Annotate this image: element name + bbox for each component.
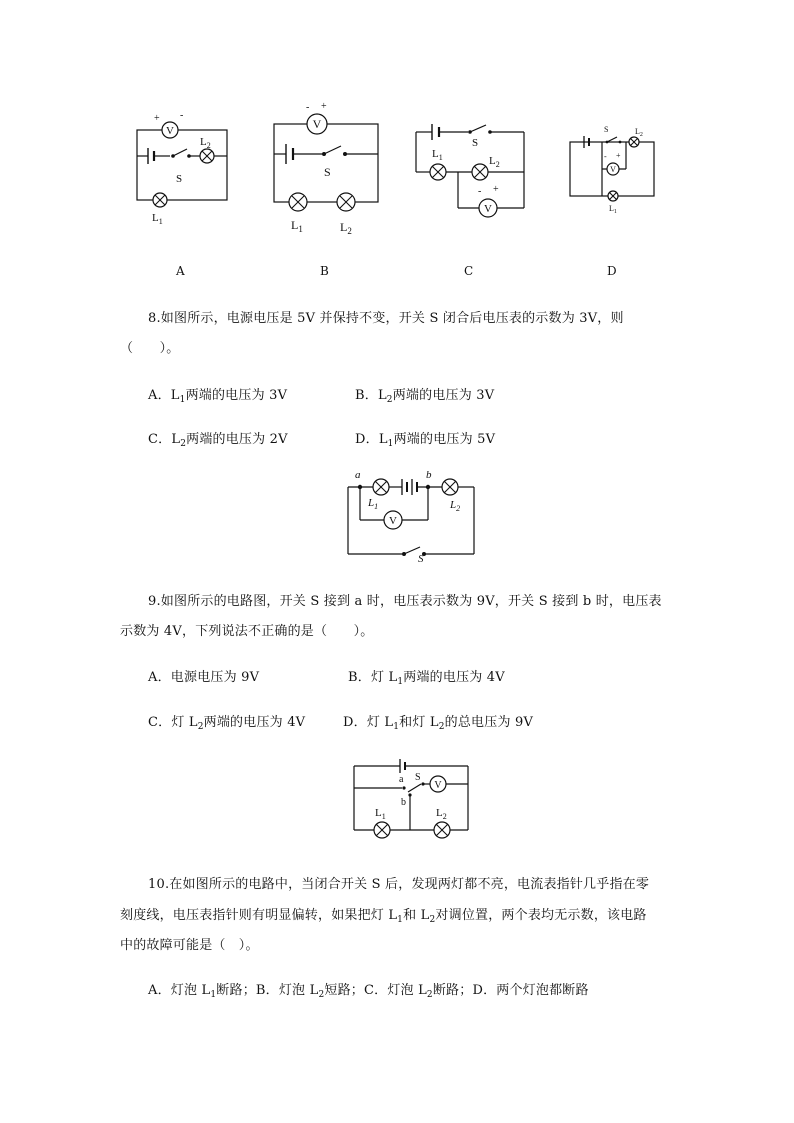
lamp-l1 xyxy=(289,193,307,211)
q10-stem-line3: 中的故障可能是（ ）。 xyxy=(120,938,259,953)
svg-text:L2: $L_2$ xyxy=(450,499,461,513)
voltmeter xyxy=(162,122,178,138)
svg-text:+: + xyxy=(493,184,499,195)
svg-text:S: S xyxy=(415,772,421,783)
q10-option-c: C．灯泡 $L_2$断路； xyxy=(363,983,473,1000)
lamp-l1 xyxy=(608,191,618,201)
svg-text:L2: $L_2$ xyxy=(489,155,500,169)
svg-text:+: + xyxy=(321,101,327,112)
svg-text:V: V xyxy=(434,780,442,791)
option-a-caption: A xyxy=(176,264,185,278)
q8-option-d: D．$L_1$两端的电压为 5V xyxy=(355,432,496,449)
circuit-figure-c xyxy=(408,116,538,226)
svg-text:L2: $L_2$ xyxy=(635,127,643,138)
svg-text:S: S xyxy=(418,553,424,565)
svg-text:L1: $L_1$ xyxy=(368,497,379,511)
q10-stem-line1: 10.在如图所示的电路中，当闭合开关 S 后，发现两灯都不亮，电流表指针几乎指在零 xyxy=(148,877,650,892)
svg-text:V: V xyxy=(484,203,492,215)
svg-text:L2: $L_2$ xyxy=(436,807,447,821)
q8-option-a: A．$L_1$两端的电压为 3V xyxy=(148,388,288,405)
svg-text:-: - xyxy=(180,110,184,121)
q8-stem-line2: （ ）。 xyxy=(120,341,180,356)
svg-text:S: S xyxy=(176,173,183,185)
circuit-figure-a xyxy=(130,108,240,228)
lamp-l1 xyxy=(430,164,446,180)
svg-text:L2: $L_2$ xyxy=(340,220,352,236)
q8-stem-line1: 8.如图所示，电源电压是 5V 并保持不变，开关 S 闭合后电压表的示数为 3V，则 xyxy=(148,311,624,326)
circuit-figure-b xyxy=(268,98,388,238)
svg-text:a: a xyxy=(355,469,361,481)
q9-option-c: C．灯 $L_2$两端的电压为 4V xyxy=(148,715,306,732)
lamp-l1 xyxy=(374,822,390,838)
svg-text:V: V xyxy=(166,125,174,137)
q10-options xyxy=(148,979,589,1000)
q9-option-d: D．灯 $L_1$和灯 $L_2$的总电压为 9V xyxy=(343,715,534,732)
svg-text:-: - xyxy=(478,186,482,197)
svg-text:L1: $L_1$ xyxy=(152,212,163,226)
lamp-l1 xyxy=(153,193,167,207)
svg-text:L1: $L_1$ xyxy=(291,218,303,234)
voltmeter xyxy=(607,163,619,175)
option-d-caption: D xyxy=(607,264,617,278)
svg-text:b: b xyxy=(401,797,406,808)
q9-stem-line1: 9.如图所示的电路图，开关 S 接到 a 时，电压表示数为 9V，开关 S 接到 b 时，电压表 xyxy=(148,594,662,609)
svg-text:V: V xyxy=(389,515,397,527)
q10-option-a: A．灯泡 $L_1$断路； xyxy=(148,983,256,1000)
lamp-l2 xyxy=(472,164,488,180)
svg-text:S: S xyxy=(604,125,609,134)
q9-circuit-figure xyxy=(348,752,478,842)
q8-circuit-figure xyxy=(340,466,480,566)
lamp-l2 xyxy=(629,137,639,147)
lamp-l2 xyxy=(200,149,214,163)
voltmeter xyxy=(479,199,497,217)
svg-text:L1: $L_1$ xyxy=(432,148,443,162)
q10-option-b: B．灯泡 $L_2$短路； xyxy=(255,983,364,1000)
option-c-caption: C xyxy=(464,264,474,278)
svg-text:V: V xyxy=(312,117,322,131)
svg-text:S: S xyxy=(472,137,479,149)
q9-stem-line2: 示数为 4V，下列说法不正确的是（ ）。 xyxy=(120,624,374,639)
svg-text:L1: $L_1$ xyxy=(375,807,386,821)
svg-text:L2: $L_2$ xyxy=(200,136,211,150)
svg-text:+: + xyxy=(616,151,621,160)
option-b-caption: B xyxy=(320,264,330,278)
lamp-l1 xyxy=(373,479,389,495)
voltmeter xyxy=(430,776,446,792)
lamp-l2 xyxy=(434,822,450,838)
svg-text:-: - xyxy=(604,152,607,161)
voltmeter xyxy=(384,511,402,529)
q10-option-d: D．两个灯泡都断路 xyxy=(472,983,589,998)
svg-text:S: S xyxy=(324,165,331,179)
q9-option-b: B．灯 $L_1$两端的电压为 4V xyxy=(348,670,505,687)
q9-option-a: A．电源电压为 9V xyxy=(148,670,260,685)
svg-text:+: + xyxy=(154,113,160,124)
circuit-figure-d xyxy=(564,122,664,222)
svg-text:-: - xyxy=(306,102,310,113)
svg-text:b: b xyxy=(426,469,432,481)
svg-text:L1: $L_1$ xyxy=(609,204,617,215)
q8-option-b: B．$L_2$两端的电压为 3V xyxy=(355,388,495,405)
lamp-l2 xyxy=(442,479,458,495)
svg-text:V: V xyxy=(610,165,616,174)
svg-text:a: a xyxy=(399,774,404,785)
lamp-l2 xyxy=(337,193,355,211)
voltmeter xyxy=(307,114,327,134)
q10-stem-line2: 刻度线，电压表指针则有明显偏转，如果把灯 $L_1$和 $L_2$对调位置，两个表均无示数，该电路 xyxy=(120,908,647,925)
q8-option-c: C．$L_2$两端的电压为 2V xyxy=(148,432,288,449)
